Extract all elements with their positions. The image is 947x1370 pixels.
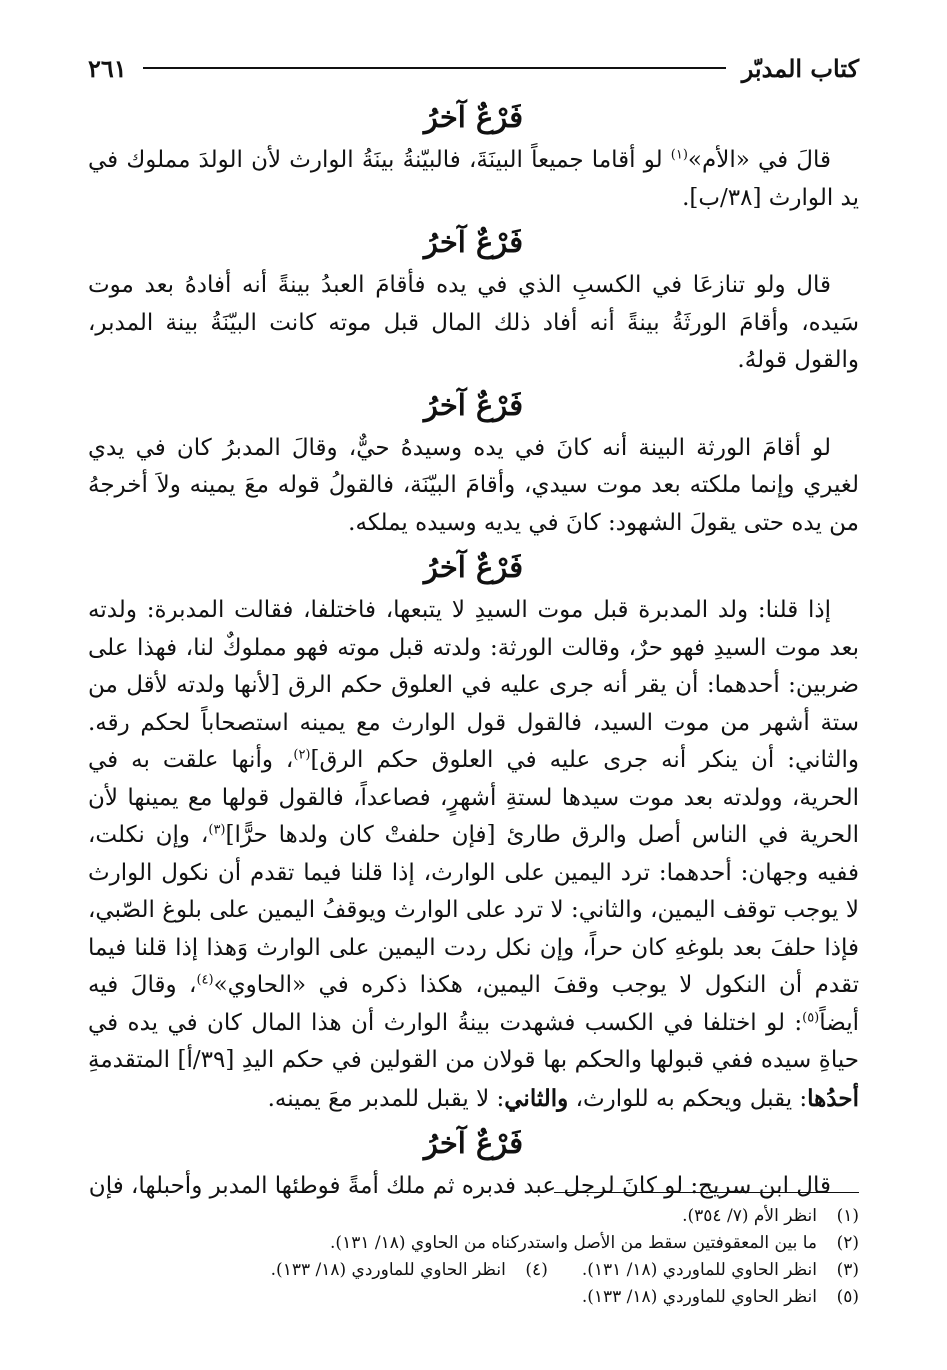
- footnote: [88, 1230, 859, 1257]
- footnote-separator: [554, 1192, 859, 1193]
- footnote-text: انظر الحاوي للماوردي (١٨/ ١٣١).: [581, 1260, 817, 1280]
- footnote-number: (٢): [836, 1233, 859, 1253]
- footnote-text: انظر الحاوي للماوردي (١٨/ ١٣٣).: [270, 1260, 506, 1280]
- paragraph: لو أقامَ الورثة البينة أنه كانَ في يده وسيدهُ حيٌّ، وقالَ المدبرُ كان في يدي لغيري وإنما ملكته بعد موت سيدي، وأقامَ البيّنَة، فالقولُ قوله معَ يمينه ولاَ أخرجهُ من يده حتى يقولَ الشهود: كانَ في يديه وسيده يملكه.: [88, 434, 859, 536]
- header-rule: [143, 67, 726, 69]
- footnote-ref: (٥): [802, 1009, 820, 1025]
- paragraph: قالَ في «الأم»$^{(١)}$ لو أقاما جميعاً البينَةَ، فالبيّنةُ بينَةُ الوارث لأن الولدَ مملوك في يد الوارث [٣٨/ب].: [88, 147, 859, 211]
- footnote-ref: (٣): [208, 822, 226, 838]
- section-heading: فَرْعٌ آخرُ: [423, 100, 524, 134]
- paragraph: قال ابن سريج: لو كانَ لرجل عبد فدبره ثم ملك أمةً فوطئها المدبر وأحبلها، فإن: [88, 1173, 831, 1199]
- footnote-number: (٣): [836, 1260, 859, 1280]
- footnotes: [88, 1203, 859, 1311]
- bold-term: أحدُها: [807, 1084, 859, 1112]
- footnote-ref: (١): [670, 147, 688, 163]
- running-header: [88, 48, 859, 88]
- section-heading: فَرْعٌ آخرُ: [423, 1126, 524, 1160]
- footnote-ref: (٢): [293, 747, 311, 763]
- footnote-text: ما بين المعقوفتين سقط من الأصل واستدركناه من الحاوي (١٨/ ١٣١).: [330, 1233, 817, 1253]
- footnote-text: انظر الحاوي للماوردي (١٨/ ١٣٣).: [581, 1287, 817, 1307]
- bold-term: والثاني: [504, 1084, 569, 1112]
- page-number: ٢٦١: [88, 53, 127, 83]
- section-heading: فَرْعٌ آخرُ: [423, 387, 524, 422]
- paragraph: قال ولو تنازعَا في الكسبِ الذي في يده فأقامَ العبدُ بينةً أنه أفادهُ بعد موت سَيده، وأقامَ الورثَةُ بينةً أنه أفاد ذلك المال قبل موته كانت البيّنَةُ بينة المدبر، والقول قولهُ.: [88, 272, 859, 373]
- section-heading: فَرْعٌ آخرُ: [423, 225, 524, 259]
- section-heading: فَرْعٌ آخرُ: [423, 550, 524, 584]
- footnote-ref: (٤): [196, 972, 214, 988]
- footnote: [88, 1284, 859, 1311]
- footnote-number: (١): [836, 1206, 859, 1226]
- footnote-number: (٤): [525, 1260, 548, 1280]
- footnote-number: (٥): [836, 1287, 859, 1307]
- footnote: [88, 1203, 859, 1230]
- paragraph: إذا قلنا: ولد المدبرة قبل موت السيدِ لا يتبعها، فاختلفا، فقالت المدبرة: ولدته بعد موت السيدِ فهو حرٌ، وقالت الورثة: ولدته قبل موته فهو مملوكٌ لنا، فهذا على ضربين: أحدهما: أن يقر أنه جرى عليه في العلوق حكم الرق [لأنها ولدته لأقل من ستة أشهر من موت السيد، فالقول قول الوارث مع يمينه استصحاباً لحكم رقه. والثاني: أن ينكر أنه جرى عليه في العلوق حكم الرق]$^{(٢)}$، وأنها علقت به في الحرية، وولدته بعد موت سيدها لستةِ أشهرٍ، فصاعداً، فالقول قولها مع يمينها لأن الحرية في الناس أصل والرق طارئ [فإن حلفتْ كان ولدها حرًّا]$^{(٣)}$، وإن نكلت، ففيه وجهان: أحدهما: ترد اليمين على الوارث، إذا قلنا فيما تقدم أن نكول الوارث لا يوجب توقف اليمين، والثاني: لا ترد على الوارث ويوقفُ اليمين على بلوغ الصّبي، فإذا حلفَ بعد بلوغهِ كان حراً، وإن نكل ردت اليمين على الوارث وَهذا إذا قلنا فيما تقدم أن النكول لا يوجب وقفَ اليمين، هكذا ذكره في «الحاوي»$^{(٤)}$، وقالَ فيه أيضاً$^{(٥)}$: لو اختلفا في الكسب فشهدت بينةُ الوارث أن هذا المال كان في يده في حياةِ سيده ففي قبولها والحكم بها قولان من القولين في حكم اليدِ [٣٩/أ] المتقدمةِ أحدُها: يقبل ويحكم به للوارث، والثاني: لا يقبل للمدبر معَ يمينه.: [88, 597, 860, 1112]
- footnote: [88, 1257, 859, 1284]
- page-body: [88, 92, 859, 1206]
- book-title: كتاب المدبّر: [741, 53, 859, 83]
- footnote-text: انظر الأم (٧/ ٣٥٤).: [682, 1206, 817, 1226]
